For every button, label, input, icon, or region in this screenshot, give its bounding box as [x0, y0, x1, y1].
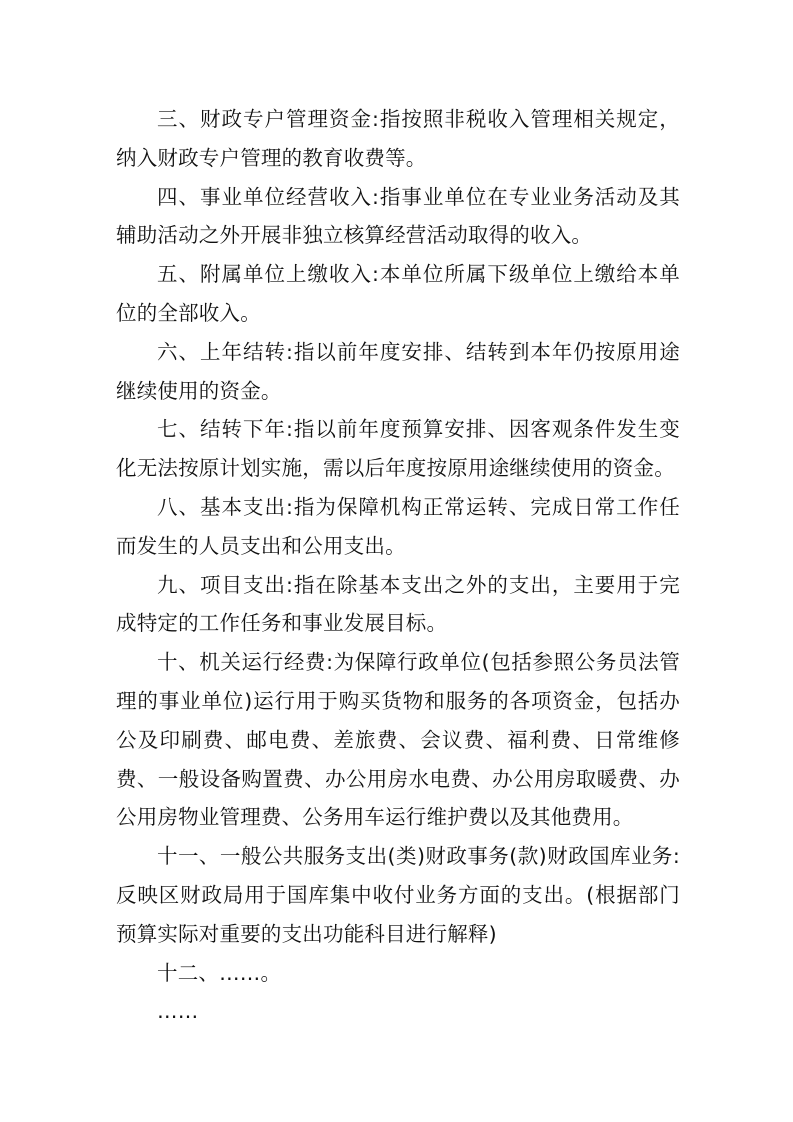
paragraph-item-4: 四、事业单位经营收入:指事业单位在专业业务活动及其辅助活动之外开展非独立核算经营活动取得的收入。 [116, 184, 680, 248]
paragraph-item-12: 十二、……。 [157, 960, 282, 985]
paragraph-ellipsis: …… [157, 999, 199, 1024]
paragraph-item-11: 十一、一般公共服务支出(类)财政事务(款)财政国库业务:反映区财政局用于国库集中收付业务方面的支出。(根据部门预算实际对重要的支出功能科目进行解释) [116, 844, 680, 946]
paragraph-item-9: 九、项目支出:指在除基本支出之外的支出，主要用于完成特定的工作任务和事业发展目标。 [116, 572, 680, 636]
document-body [116, 100, 680, 1031]
paragraph-item-8: 八、基本支出:指为保障机构正常运转、完成日常工作任而发生的人员支出和公用支出。 [116, 494, 680, 558]
paragraph-item-6: 六、上年结转:指以前年度安排、结转到本年仍按原用途继续使用的资金。 [116, 339, 680, 403]
paragraph-item-7: 七、结转下年:指以前年度预算安排、因客观条件发生变化无法按原计划实施，需以后年度按原用途继续使用的资金。 [116, 417, 680, 481]
paragraph-item-5: 五、附属单位上缴收入:本单位所属下级单位上缴给本单位的全部收入。 [116, 262, 680, 325]
paragraph-item-10: 十、机关运行经费:为保障行政单位(包括参照公务员法管理的事业单位)运行用于购买货物和服务的各项资金，包括办公及印刷费、邮电费、差旅费、会议费、福利费、日常维修费、一般设备购置费、办公用房水电费、办公用房取暖费、办公用房物业管理费、公务用车运行维护费以及其他费用。 [116, 650, 680, 830]
paragraph-item-3: 三、财政专户管理资金:指按照非税收入管理相关规定，纳入财政专户管理的教育收费等。 [116, 107, 680, 170]
